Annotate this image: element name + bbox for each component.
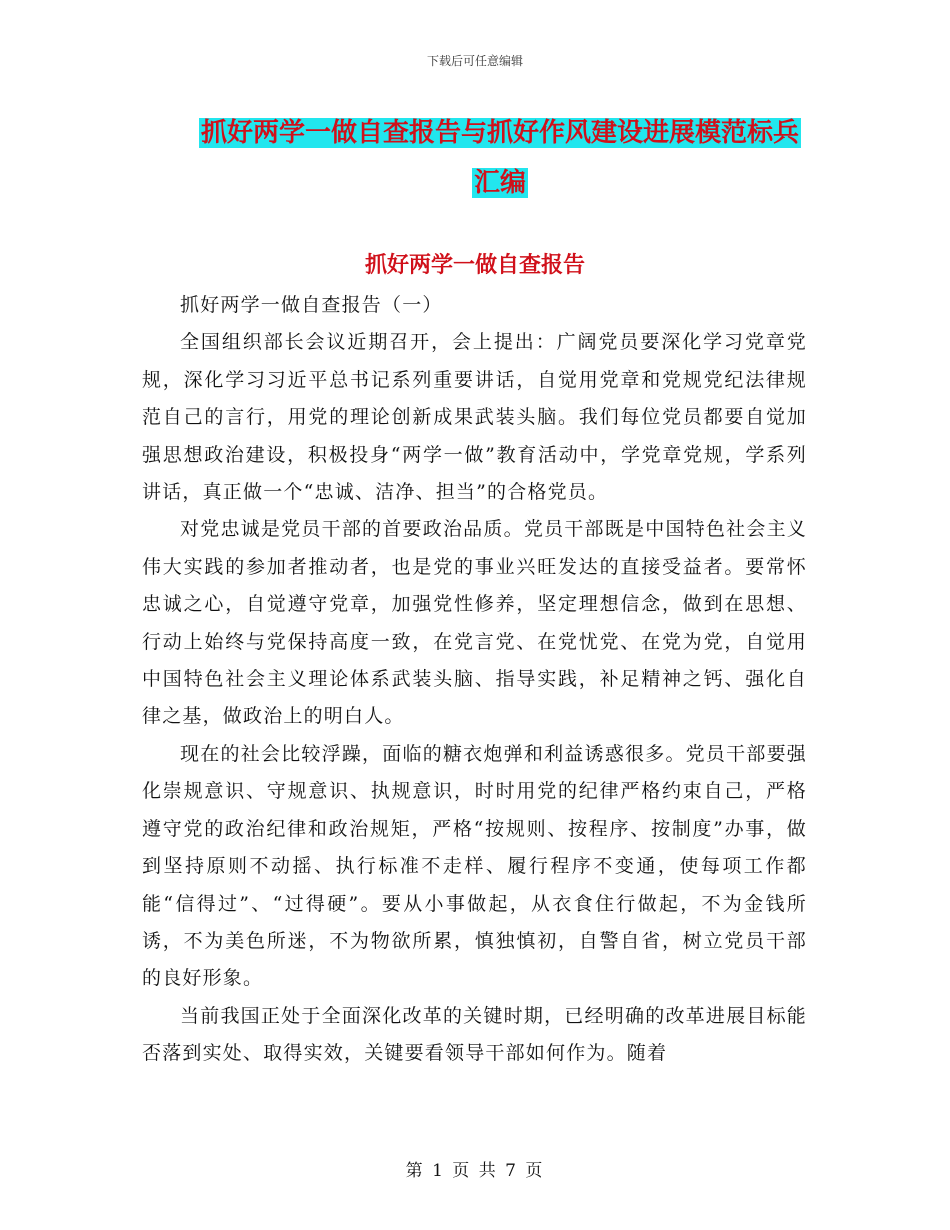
section-title: 抓好两学一做自查报告 <box>364 253 585 278</box>
document-title-line-2: 汇编 <box>473 168 526 198</box>
paragraph: 全国组织部长会议近期召开，会上提出：广阔党员要深化学习党章党规，深化学习习近平总书记系列重要讲话，自觉用党章和党规党纪法律规范自己的言行，用党的理论创新成果武装头脑。我们每位党员都要自觉加强思想政治建设，积极投身“两学一做”教育活动中，学党章党规，学系列讲话，真正做一个“忠诚、洁净、担当”的合格党员。 <box>142 331 807 504</box>
document-title <box>190 108 810 208</box>
page-header-note: 下载后可任意编辑 <box>426 54 523 68</box>
page-number-footer: 第 1 页 共 7 页 <box>405 1161 545 1181</box>
paragraph: 当前我国正处于全面深化改革的关键时期，已经明确的改革进展目标能否落到实处、取得实效，关键要看领导干部如何作为。随着 <box>142 1004 807 1065</box>
paragraph-heading: 抓好两学一做自查报告（一） <box>180 294 443 316</box>
document-title-line-1: 抓好两学一做自查报告与抓好作风建设进展模范标兵 <box>200 118 799 148</box>
paragraph: 现在的社会比较浮躁，面临的糖衣炮弹和利益诱惑很多。党员干部要强化崇规意识、守规意识、执规意识，时时用党的纪律严格约束自己，严格遵守党的政治纪律和政治规矩，严格“按规则、按程序、按制度”办事，做到坚持原则不动摇、执行标准不走样、履行程序不变通，使每项工作都能“信得过”、“过得硬”。要从小事做起，从衣食住行做起，不为金钱所诱，不为美色所迷，不为物欲所累，慎独慎初，自警自省，树立党员干部的良好形象。 <box>142 742 807 990</box>
paragraph: 对党忠诚是党员干部的首要政治品质。党员干部既是中国特色社会主义伟大实践的参加者推动者，也是党的事业兴旺发达的直接受益者。要常怀忠诚之心，自觉遵守党章，加强党性修养，坚定理想信念，做到在思想、行动上始终与党保持高度一致，在党言党、在党忧党、在党为党，自觉用中国特色社会主义理论体系武装头脑、指导实践，补足精神之钙、强化自律之基，做政治上的明白人。 <box>142 518 807 728</box>
document-body <box>142 287 807 1073</box>
